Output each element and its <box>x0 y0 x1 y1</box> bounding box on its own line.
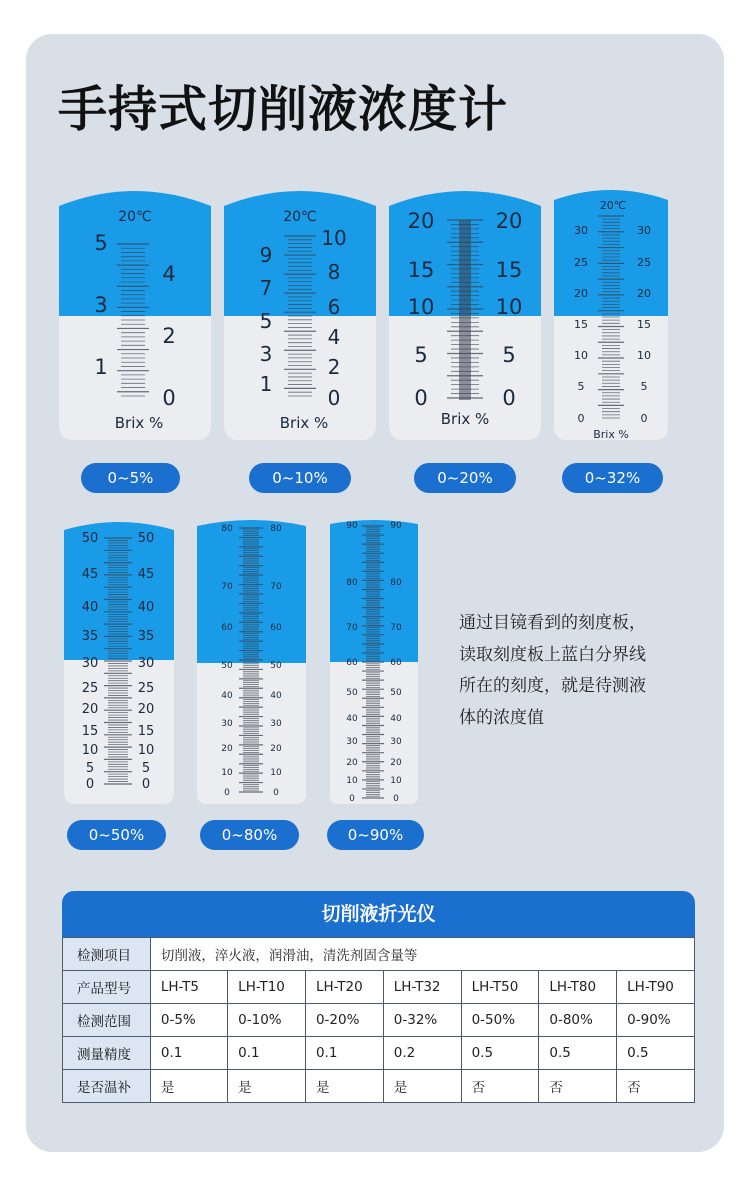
table-cell: LH-T10 <box>228 971 306 1004</box>
scale-label: 20 <box>270 744 282 754</box>
table-cell: 0-10% <box>228 1004 306 1037</box>
scale-label: 10 <box>81 743 99 758</box>
scale-label: 20 <box>495 209 523 233</box>
table-cell: 否 <box>461 1070 539 1103</box>
scale-label: 50 <box>221 661 233 671</box>
scale-label: 30 <box>637 224 651 237</box>
scale-label: 0 <box>577 412 585 425</box>
row-header: 检测范围 <box>63 1004 151 1037</box>
scale-0-50 <box>64 518 174 806</box>
reading-note <box>459 608 646 734</box>
scale-label: 10 <box>390 776 402 786</box>
scale-label: 9 <box>259 243 273 267</box>
scale-label: 15 <box>81 724 99 739</box>
range-pill-0-5: 0~5% <box>81 463 180 493</box>
scale-0-90 <box>330 518 418 806</box>
scale-label: 10 <box>321 226 347 250</box>
scale-label: 70 <box>270 582 282 592</box>
scale-label: 5 <box>640 380 648 393</box>
scale-label: 5 <box>94 231 108 255</box>
scale-label: 40 <box>270 691 282 701</box>
scale-0-5-graphic <box>59 186 211 444</box>
table-cell: 0.5 <box>539 1037 617 1070</box>
scale-label: 40 <box>346 714 358 724</box>
scale-label: 40 <box>81 600 99 615</box>
scale-label: 15 <box>495 258 523 282</box>
table-cell: LH-T90 <box>617 971 695 1004</box>
range-pill-0-80: 0~80% <box>200 820 299 850</box>
scale-label: 6 <box>327 295 341 319</box>
spec-table-grid <box>62 937 695 1103</box>
scale-label: 30 <box>137 656 155 671</box>
scale-label: 50 <box>137 531 155 546</box>
row-header: 检测项目 <box>63 938 151 971</box>
scale-label: 8 <box>327 260 341 284</box>
scale-label: 15 <box>637 318 651 331</box>
scale-label: 0 <box>273 788 279 798</box>
scale-label: 3 <box>259 342 273 366</box>
brix-label: Brix % <box>593 428 629 441</box>
scale-0-20 <box>389 186 541 444</box>
scale-label: 5 <box>577 380 585 393</box>
scale-label: 25 <box>637 256 651 269</box>
scale-label: 60 <box>390 658 402 668</box>
scale-label: 1 <box>94 355 108 379</box>
scale-label: 0 <box>502 386 516 410</box>
scale-label: 0 <box>85 777 95 792</box>
table-cell: 0.5 <box>461 1037 539 1070</box>
scale-0-80 <box>197 518 306 806</box>
scale-label: 70 <box>390 623 402 633</box>
table-cell: LH-T32 <box>383 971 461 1004</box>
scale-label: 30 <box>346 737 358 747</box>
scale-0-32 <box>554 186 668 444</box>
scale-label: 20 <box>221 744 233 754</box>
table-cell: 否 <box>617 1070 695 1103</box>
scale-label: 35 <box>137 629 155 644</box>
row-header: 产品型号 <box>63 971 151 1004</box>
scale-label: 5 <box>85 761 95 776</box>
scale-label: 10 <box>270 768 282 778</box>
scale-label: 60 <box>346 658 358 668</box>
table-row <box>63 1004 695 1037</box>
scale-label: 60 <box>270 623 282 633</box>
scale-label: 25 <box>81 681 99 696</box>
spec-table <box>62 891 695 1103</box>
brix-label: Brix % <box>114 414 164 432</box>
scale-label: 15 <box>137 724 155 739</box>
scale-0-80-graphic <box>197 518 306 806</box>
scale-ticks <box>104 538 132 784</box>
scale-label: 20 <box>346 758 358 768</box>
table-cell: 是 <box>305 1070 383 1103</box>
scale-label: 5 <box>141 761 151 776</box>
scale-label: 30 <box>81 656 99 671</box>
scale-label: 10 <box>495 295 523 319</box>
scale-label: 40 <box>390 714 402 724</box>
scale-label: 3 <box>94 293 108 317</box>
page-title: 手持式切削液浓度计 <box>58 81 509 138</box>
table-cell: 否 <box>539 1070 617 1103</box>
table-row <box>63 1070 695 1103</box>
scale-0-10-graphic <box>224 186 376 444</box>
scale-label: 30 <box>270 719 282 729</box>
scale-label: 0 <box>141 777 151 792</box>
range-pill-0-50: 0~50% <box>67 820 166 850</box>
table-cell: 0-90% <box>617 1004 695 1037</box>
table-cell: 0.1 <box>150 1037 227 1070</box>
scale-label: 90 <box>390 521 402 531</box>
scale-0-10 <box>224 186 376 444</box>
scale-label: 70 <box>346 623 358 633</box>
scale-label: 10 <box>637 349 651 362</box>
scale-label: 80 <box>390 578 402 588</box>
row-header: 是否温补 <box>63 1070 151 1103</box>
scale-label: 7 <box>259 276 273 300</box>
scale-temp-label: 20℃ <box>283 209 317 225</box>
scale-label: 0 <box>393 794 399 804</box>
scale-label: 1 <box>259 372 273 396</box>
table-cell: 是 <box>383 1070 461 1103</box>
note-line: 读取刻度板上蓝白分界线 <box>459 644 646 665</box>
table-row <box>63 1037 695 1070</box>
table-row <box>63 938 695 971</box>
scale-label: 30 <box>390 737 402 747</box>
scale-label: 50 <box>81 531 99 546</box>
scale-label: 0 <box>640 412 648 425</box>
scale-label: 0 <box>327 386 341 410</box>
scale-label: 5 <box>414 343 428 367</box>
scale-label: 10 <box>137 743 155 758</box>
scale-ticks <box>447 220 483 398</box>
scale-label: 30 <box>221 719 233 729</box>
scale-label: 10 <box>574 349 588 362</box>
table-cell: LH-T80 <box>539 971 617 1004</box>
scale-label: 20 <box>81 702 99 717</box>
table-cell: 切削液，淬火液，润滑油，清洗剂固含量等 <box>150 938 694 971</box>
scale-label: 60 <box>221 623 233 633</box>
scale-label: 2 <box>162 324 176 348</box>
table-cell: 0.5 <box>617 1037 695 1070</box>
table-cell: 是 <box>150 1070 227 1103</box>
scale-label: 80 <box>346 578 358 588</box>
scale-label: 90 <box>346 521 358 531</box>
scale-label: 0 <box>224 788 230 798</box>
scale-label: 45 <box>137 567 155 582</box>
scale-label: 25 <box>574 256 588 269</box>
table-cell: LH-T50 <box>461 971 539 1004</box>
scale-0-5 <box>59 186 211 444</box>
scale-label: 0 <box>162 386 176 410</box>
scale-label: 70 <box>221 582 233 592</box>
range-pill-0-10: 0~10% <box>249 463 351 493</box>
table-cell: 0-5% <box>150 1004 227 1037</box>
table-row <box>63 971 695 1004</box>
table-cell: LH-T5 <box>150 971 227 1004</box>
scale-label: 20 <box>390 758 402 768</box>
table-cell: 是 <box>228 1070 306 1103</box>
scale-temp-label: 20℃ <box>118 209 152 225</box>
table-cell: 0.2 <box>383 1037 461 1070</box>
note-line: 体的浓度值 <box>459 707 544 728</box>
scale-label: 5 <box>502 343 516 367</box>
scale-label: 4 <box>162 262 176 286</box>
scale-label: 20 <box>574 287 588 300</box>
note-line: 所在的刻度，就是待测液 <box>459 676 646 696</box>
scale-label: 5 <box>259 309 273 333</box>
table-cell: 0-50% <box>461 1004 539 1037</box>
scale-label: 50 <box>390 688 402 698</box>
scale-label: 10 <box>407 295 435 319</box>
scale-label: 20 <box>137 702 155 717</box>
table-cell: 0.1 <box>305 1037 383 1070</box>
scale-label: 50 <box>270 661 282 671</box>
table-cell: 0-80% <box>539 1004 617 1037</box>
scale-label: 10 <box>346 776 358 786</box>
scale-temp-label: 20℃ <box>599 199 627 212</box>
brix-label: Brix % <box>279 414 329 432</box>
row-header: 测量精度 <box>63 1037 151 1070</box>
table-cell: 0.1 <box>228 1037 306 1070</box>
scale-label: 15 <box>574 318 588 331</box>
scale-label: 20 <box>637 287 651 300</box>
scale-label: 35 <box>81 629 99 644</box>
scale-label: 2 <box>327 355 341 379</box>
scale-0-90-graphic <box>330 518 418 806</box>
range-pill-0-32: 0~32% <box>562 463 663 493</box>
scale-label: 15 <box>407 258 435 282</box>
scale-label: 25 <box>137 681 155 696</box>
scale-label: 0 <box>349 794 355 804</box>
scale-0-50-graphic <box>64 518 174 806</box>
table-cell: 0-20% <box>305 1004 383 1037</box>
scale-label: 4 <box>327 325 341 349</box>
scale-0-20-graphic <box>389 186 541 444</box>
range-pill-0-90: 0~90% <box>327 820 424 850</box>
scale-label: 10 <box>221 768 233 778</box>
range-pill-0-20: 0~20% <box>414 463 516 493</box>
scale-label: 80 <box>221 524 233 534</box>
scale-label: 80 <box>270 524 282 534</box>
table-cell: 0-32% <box>383 1004 461 1037</box>
scale-label: 40 <box>137 600 155 615</box>
spec-table-title: 切削液折光仪 <box>62 891 695 937</box>
scale-label: 50 <box>346 688 358 698</box>
scale-label: 30 <box>574 224 588 237</box>
brix-label: Brix % <box>440 410 490 428</box>
scale-0-32-graphic <box>554 186 668 444</box>
table-cell: LH-T20 <box>305 971 383 1004</box>
scale-label: 0 <box>414 386 428 410</box>
scale-label: 40 <box>221 691 233 701</box>
note-line: 通过目镜看到的刻度板， <box>459 613 646 633</box>
scale-label: 45 <box>81 567 99 582</box>
scale-label: 20 <box>407 209 435 233</box>
